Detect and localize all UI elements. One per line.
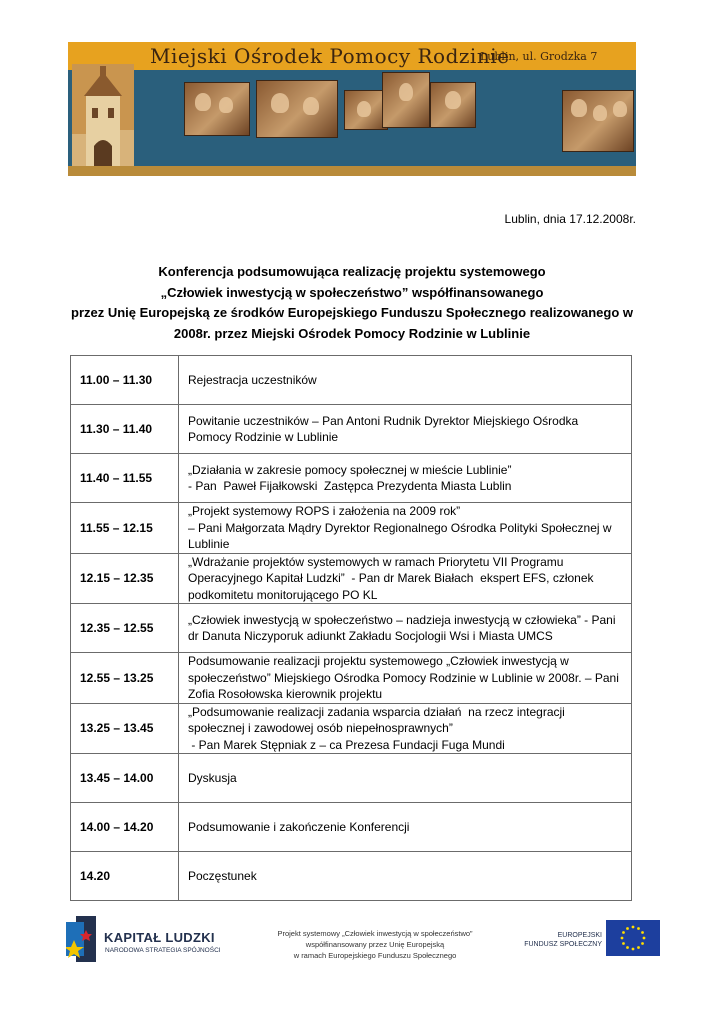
kapital-ludzki-subtitle: NARODOWA STRATEGIA SPÓJNOŚCI (105, 947, 221, 954)
agenda-description (179, 356, 632, 405)
agenda-description (179, 703, 632, 754)
document-date: Lublin, dnia 17.12.2008r. (504, 212, 636, 226)
agenda-row (71, 553, 632, 604)
agenda-description (179, 503, 632, 554)
agenda-time: 11.55 – 12.15 (71, 503, 179, 554)
banner-photo-elderly (430, 82, 476, 128)
agenda-description-line: Lublinie (188, 537, 230, 551)
eu-star (632, 926, 635, 929)
agenda-time: 13.45 – 14.00 (71, 754, 179, 803)
efs-label (522, 931, 602, 949)
efs-label-line: FUNDUSZ SPOŁECZNY (524, 941, 602, 948)
heading-line: 2008r. przez Miejski Ośrodek Pomocy Rodzinie w Lublinie (173, 325, 531, 341)
agenda-time: 11.00 – 11.30 (71, 356, 179, 405)
banner-address: Lublin, ul. Grodzka 7 (480, 50, 598, 63)
agenda-row (71, 356, 632, 405)
project-note-line: w ramach Europejskiego Funduszu Społecznego (293, 951, 457, 960)
agenda-time: 14.00 – 14.20 (71, 803, 179, 852)
agenda-row (71, 604, 632, 653)
agenda-description-line: „Podsumowanie realizacji zadania wsparcia działań na rzecz integracji (188, 704, 565, 719)
project-note (250, 928, 500, 961)
eu-star (641, 942, 644, 945)
eu-star (626, 946, 629, 949)
eu-star (626, 927, 629, 930)
agenda-row (71, 703, 632, 754)
agenda-row (71, 405, 632, 454)
agenda-row (71, 454, 632, 503)
banner-bottom-strip (68, 166, 636, 176)
eu-star (637, 946, 640, 949)
eu-star (621, 937, 624, 940)
agenda-description-line: podkomitetu monitorującego PO KL (188, 587, 378, 602)
kapital-ludzki-title: KAPITAŁ LUDZKI (104, 930, 215, 945)
agenda-description-line: „Działania w zakresie pomocy społecznej w mieście Lublinie” (188, 462, 512, 477)
agenda-description-line: Rejestracja uczestników (188, 372, 317, 387)
kapital-ludzki-logo-icon (66, 916, 96, 962)
agenda-time: 14.20 (71, 852, 179, 901)
banner-title: Miejski Ośrodek Pomocy Rodzinie (150, 44, 510, 68)
agenda-description-line: dr Danuta Niczyporuk adiunkt Zakładu Socjologii Wsi i Miasta UMCS (188, 629, 553, 643)
banner-photo-care (256, 80, 338, 138)
agenda-description (179, 604, 632, 653)
eu-star (622, 931, 625, 934)
agenda-time: 12.15 – 12.35 (71, 553, 179, 604)
agenda-description (179, 754, 632, 803)
agenda-description (179, 405, 632, 454)
agenda-row (71, 852, 632, 901)
agenda-row (71, 653, 632, 704)
agenda-time: 12.55 – 13.25 (71, 653, 179, 704)
town-gate-tower-icon (72, 64, 134, 170)
agenda-description-line: Pomocy Rodzinie w Lublinie (188, 430, 339, 444)
agenda-description-line: społecznej i zawodowej osób niepełnosprawnych” (188, 721, 453, 735)
agenda-description-line: Podsumowanie i zakończenie Konferencji (188, 819, 410, 834)
document-heading (70, 262, 634, 344)
agenda-description-line: „Człowiek inwestycją w społeczeństwo – nadzieja inwestycją w człowieka” - Pani (188, 612, 616, 627)
eu-star (637, 927, 640, 930)
heading-line: przez Unię Europejską ze środków Europejskiego Funduszu Społecznego realizowanego w (71, 305, 633, 320)
banner-photo-wheelchair (382, 72, 430, 128)
header-banner (68, 42, 636, 176)
agenda-description-line: – Pani Małgorzata Mądry Dyrektor Regionalnego Ośrodka Polityki Społecznej w (188, 520, 612, 535)
eu-star (622, 942, 625, 945)
agenda-description (179, 454, 632, 503)
banner-photo-parents (562, 90, 634, 152)
agenda-description (179, 653, 632, 704)
agenda-description-line: Powitanie uczestników – Pan Antoni Rudnik Dyrektor Miejskiego Ośrodka (188, 413, 579, 428)
eu-star (643, 937, 646, 940)
agenda-row (71, 503, 632, 554)
eu-flag-icon (606, 920, 660, 956)
agenda-description (179, 803, 632, 852)
heading-line: Konferencja podsumowująca realizację projektu systemowego (158, 264, 546, 279)
agenda-description (179, 553, 632, 604)
agenda-description-line: Poczęstunek (188, 868, 257, 883)
project-note-line: współfinansowany przez Unię Europejską (305, 940, 445, 949)
efs-label-line: EUROPEJSKI (557, 932, 602, 939)
agenda-description-line: Operacyjnego Kapitał Ludzki” - Pan dr Marek Białach ekspert EFS, członek (188, 571, 594, 585)
agenda-row (71, 803, 632, 852)
heading-line: „Człowiek inwestycją w społeczeństwo” współfinansowanego (160, 284, 544, 300)
agenda-description-line: - Pan Marek Stępniak z – ca Prezesa Fundacji Fuga Mundi (188, 737, 505, 752)
banner-photo-family (184, 82, 250, 136)
agenda-time: 12.35 – 12.55 (71, 604, 179, 653)
eu-star (632, 948, 635, 951)
eu-star (641, 931, 644, 934)
agenda-description-line: - Pan Paweł Fijałkowski Zastępca Prezydenta Miasta Lublin (188, 479, 512, 493)
agenda-table (70, 355, 632, 901)
agenda-row (71, 754, 632, 803)
agenda-description-line: „Projekt systemowy ROPS i założenia na 2009 rok” (188, 504, 461, 518)
agenda-time: 11.30 – 11.40 (71, 405, 179, 454)
agenda-description-line: Podsumowanie realizacji projektu systemowego „Człowiek inwestycją w (188, 654, 569, 668)
footer (0, 900, 724, 1020)
agenda-time: 11.40 – 11.55 (71, 454, 179, 503)
agenda-description-line: Zofia Rosołowska kierownik projektu (188, 687, 383, 701)
agenda-time: 13.25 – 13.45 (71, 703, 179, 754)
project-note-line: Projekt systemowy „Człowiek inwestycją w społeczeństwo” (277, 929, 473, 938)
agenda-description (179, 852, 632, 901)
agenda-description-line: społeczeństwo” Miejskiego Ośrodka Pomocy Rodzinie w Lublinie w 2008r. – Pani (188, 670, 619, 685)
agenda-description-line: „Wdrażanie projektów systemowych w ramach Priorytetu VII Programu (188, 554, 564, 569)
agenda-description-line: Dyskusja (188, 770, 237, 785)
